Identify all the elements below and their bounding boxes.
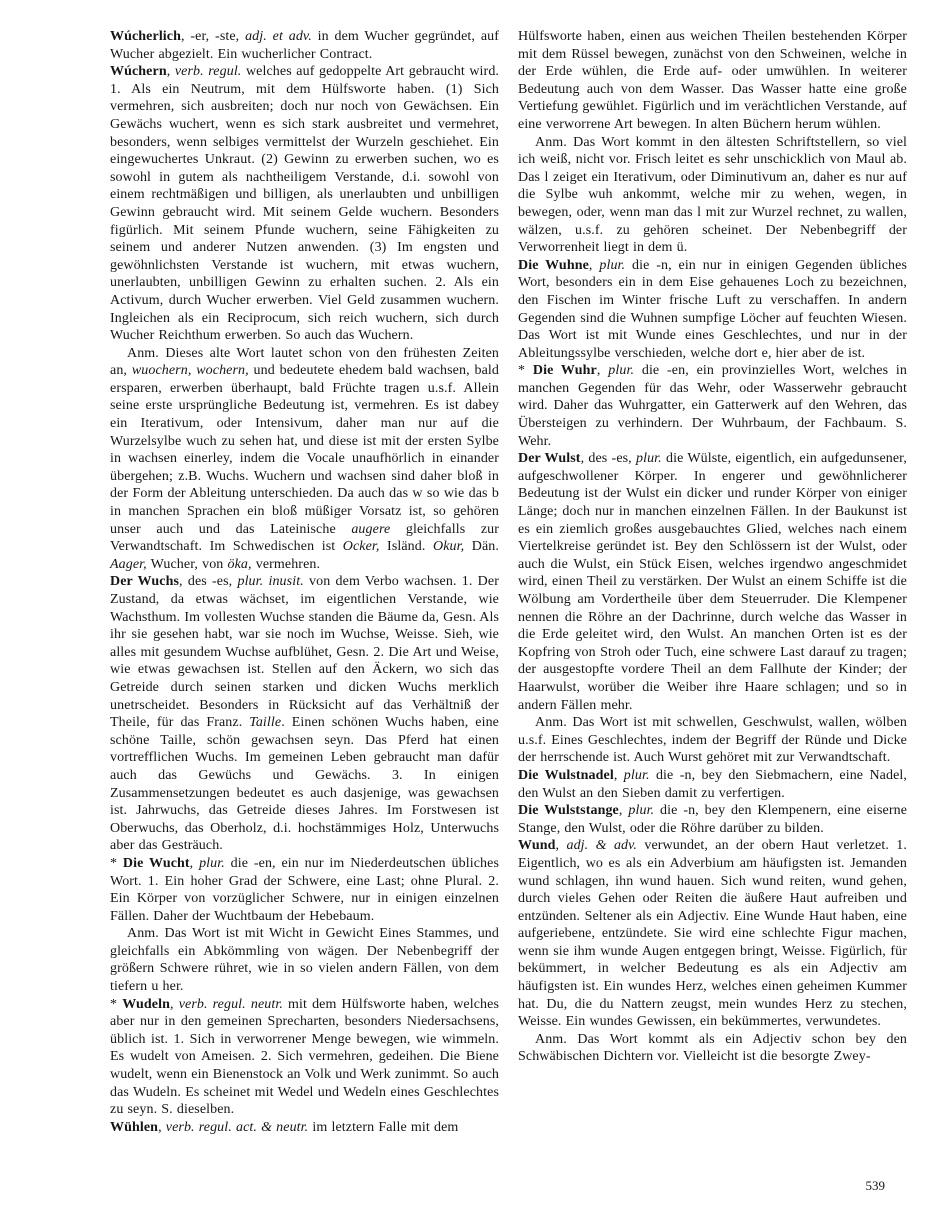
dictionary-paragraph (110, 996, 499, 1119)
grammar-label: Aager, (110, 556, 147, 572)
two-column-text-area (110, 28, 907, 1136)
grammar-label: adj. & adv. (566, 838, 638, 854)
grammar-label: verb. regul. neutr. (178, 996, 283, 1012)
body-text: , (555, 838, 567, 854)
body-text: die Wülste, eigentlich, ein aufgedunsener, aufgeschwollener Körper. In engerer und gewöhnlicherer Bedeutung ist der Wulst ein dicker und runder Körper von einiger Länge; doch nur in manchen einzelnen Fällen. In der Baukunst ist es ein ziemlich großes ausgebauchtes Glied, welches nach einem Viertelkreise geründet ist. Bey den Schlössern ist der Wulst, oder auch die Wulst, ein Stück Eisen, welches irgendwo angeschmidet wird, einen Theil zu verstärken. Der Wulst an einem Schiffe ist die Wölbung am Vordertheile über dem Steuerruder. Die Klempener nennen die Röhre an der Dachrinne, durch welche das Wasser in die Erde geleitet wird, den Wulst. An manchen Orten ist es der Kopfring von Stroh oder Tuch, eine schwere Last darauf zu tragen; der ausgestopfte vordere Theil an dem Fallhute der Kinder; der Haarwulst, worüber die Weiber ihre Haare schlagen; und so in andern Fällen mehr. (518, 451, 907, 713)
right-column (518, 28, 907, 1136)
body-text: von dem Verbo wachsen. 1. Der Zustand, da etwas wächset, im eigentlichen Verstande, wie Wachsthum. Im vollesten Wuchse standen die Bäume da, Gesn. Als ihr sie gesehen habt, war sie noch im Wuchse, Weisse. Sieh, wie alles mit gesundem Wuchse aufblühet, Gesn. 2. Die Art und Weise, wie etwas gewachsen ist. Stellen auf den Äckern, wo sich das Getreide durch seinen starken und dicken Wuchs merklich unetrscheidet. Besonders in Rücksicht auf das Verhältniß der Theile, für das Franz. (110, 574, 500, 731)
body-text: im letztern Falle mit dem (308, 1119, 459, 1135)
body-text: die -n, bey den Siebmachern, eine Nadel, den Wulst an den Sieben damit zu verfertigen. (518, 767, 908, 801)
dictionary-paragraph (518, 257, 907, 363)
body-text: die -en, ein provinzielles Wort, welches in manchen Gegenden für das Wehr, oder Wasserwehr gebraucht wird. Daher das Wuhrgatter, ein Gatterwerk auf den Wehren, das Übersteigen zu verhindern. Der Wuhrbaum, der Fachbaum. S. Wehr. (518, 363, 908, 449)
dictionary-paragraph (110, 63, 499, 345)
headword: Wúchern (110, 64, 167, 80)
headword: Die Wulststange (518, 803, 619, 819)
body-text: , (613, 767, 624, 783)
body-text: , (189, 855, 200, 871)
grammar-label: plur. (635, 451, 662, 467)
headword: Die Wuhne (518, 257, 589, 273)
dictionary-paragraph (110, 925, 499, 995)
dictionary-paragraph (518, 450, 907, 714)
body-text: * (110, 996, 123, 1012)
dictionary-paragraph (518, 134, 907, 257)
body-text: * (518, 363, 533, 379)
body-text: , (170, 996, 179, 1012)
dictionary-paragraph (518, 837, 907, 1031)
headword: Die Wulstnadel (518, 767, 614, 783)
body-text: und bedeutete ehedem bald wachsen, bald ersparen, erwerben überhaupt, bald Früchte tragen u.s.f. Allein seine erste ursprüngliche Bedeutung ist, vermehren. Es ist dabey ein Iterativum, oder Intensivum, daher man nur auf die Wurzelsylbe wuch zu sehen hat, und diese ist mit der ersten Sylbe in wachsen einerley, indem die Vocale unaufhörlich in einander übergehen; z.B. Wuchs. Wuchern und wachsen sind daher bloß in der Form der Ableitung unterschieden. Da auch das w so wie das b in manchen Sprachen ein bloß müßiger Vorsatz ist, so gehören unser auch und das Lateinische (110, 363, 499, 537)
body-text: welches auf gedoppelte Art gebraucht wird. 1. Als ein Neutrum, mit dem Hülfsworte haben. (1) Sich vermehren, sich ausbreiten; doch nur noch von Gewächsen. Ein Gewächs wuchert, wenn es sich stark ausbreitet und vermehret, besonders, wenn selbiges vermittelst der Wurzeln geschiehet. Ein eingewuchertes Unkraut. (2) Gewinn zu erwerben suchen, wo es sowohl in gutem als nachtheiligem Verstande, d.i. sowohl von einem rechtmäßigen und billigen, als unerlaubten und unbilligen Gewinn gebraucht wird. Mit seinem Gelde wuchern. Besonders figürlich. Mit seinem Pfunde wuchern, seine Fähigkeiten zu seinem und anderer Nutzen anwenden. (3) Im engsten und gewöhnlichsten Verstande ist wuchern, mit etwas wuchern, unerlaubten, unbilligen Gewinn zu erhalten suchen. 2. Als ein Activum, durch Wucher erwerben. Viel Geld zusammen wuchern. Ingleichen als ein Reciprocum, sich reich wuchern, sich durch Wucher Reichthum erwerben. So auch das Wuchern. (110, 64, 500, 344)
headword: Wúcherlich (110, 29, 181, 44)
grammar-label: plur. (623, 767, 650, 783)
body-text: Wucher, von (146, 556, 228, 572)
body-text: * (110, 855, 123, 871)
page-number: 539 (865, 1178, 885, 1193)
headword: Wühlen (110, 1119, 159, 1135)
grammar-label: verb. regul. act. & neutr. (165, 1119, 309, 1135)
dictionary-paragraph (518, 362, 907, 450)
grammar-label: Okur, (433, 539, 465, 555)
grammar-label: wuochern, wochern, (131, 363, 249, 379)
body-text: Isländ. (379, 539, 434, 555)
body-text: Anm. Das Wort ist mit Wicht in Gewicht Eines Stammes, und gleichfalls ein Abkömmling von wägen. Der Nebenbegriff der größern Schwere rühret, wie in so vielen andern Fällen, von dem tiefern u her. (110, 926, 499, 995)
body-text: , (166, 64, 175, 80)
body-text: vermehren. (251, 556, 321, 572)
grammar-label: plur. (199, 855, 225, 871)
grammar-label: plur. inusit. (237, 574, 304, 590)
body-text: , des -es, (580, 451, 636, 467)
dictionary-paragraph (518, 1031, 907, 1066)
body-text: verwundet, an der obern Haut verletzet. 1. Eigentlich, wo es als ein Adverbium am häufigsten ist. Jemanden wund schlagen, ihn wund hauen. Sich wund reiten, wund gehen, durch vieles Gehen oder Reiten die äußere Haut aufreiben und entzünden. Seltener als ein Adjectiv. Eine Wunde Haut haben, eine aufgeriebene, entzündete. Sie wird eine schlechte Figur machen, wenn sie ihm wunde Augen entgegen bringt, Weisse. Figürlich, für bekümmert, in welcher Bedeutung es als ein Adjectiv am häufigsten ist. Ein wundes Herz, welches einen geheimen Kummer hat. Du, die du Nattern zeugst, mein wundes Herz zu stechen, Weisse. Ein wundes Gewissen, ein bekümmertes, verwundetes. (518, 838, 907, 1030)
grammar-label: plur. (608, 363, 635, 379)
grammar-label: Ocker, (342, 539, 380, 555)
headword: Der Wulst (518, 451, 581, 467)
body-text: . Einen schönen Wuchs haben, eine schöne Taille, schön gewachsen seyn. Das Pferd hat einen vortrefflichen Wuchs. Im gemeinen Leben gebraucht man dafür auch das Gewüchs und Gewächs. 3. In einigen Zusammensetzungen bedeutet es auch dasjenige, was gewachsen ist. Jahrwuchs, das Getreide dieses Jahres. Im Forstwesen ist Oberwuchs, das Oberholz, d.i. hochstämmiges Holz, Unterwuchs aber das Gesträuch. (110, 715, 499, 854)
body-text: die -n, ein nur in einigen Gegenden übliches Wort, besonders ein in dem Eise gehauenes Loch zu bezeichnen, den Fischen im Winter frische Luft zu verschaffen. In andern Gegenden sind die Wuhnen sumpfige Löcher auf feuchten Wiesen. Das Wort ist mit Wunde eines Geschlechtes, und nur in der Ableitungssylbe verschieden, welche dort e, hier aber de ist. (518, 257, 908, 361)
body-text: , -er, -ste, (181, 29, 246, 44)
body-text: gleichfalls zur Verwandtschaft. Im Schwedischen ist (110, 521, 499, 555)
headword: Wund (518, 838, 556, 854)
grammar-label: öka, (227, 556, 252, 572)
body-text: in dem Wucher gegründet, auf Wucher abgezielt. Ein wucherlicher Contract. (110, 29, 499, 62)
body-text: , (588, 257, 600, 273)
dictionary-paragraph (110, 1119, 499, 1137)
body-text: mit dem Hülfsworte haben, welches aber nur in den gemeinen Sprecharten, besonders Niedersachsens, üblich ist. 1. Sich in verworrener Menge bewegen, wie wimmeln. Es wudelt von Ameisen. 2. Sich vermehren, gedeihen. Die Biene wudelt, wenn ein Bienenstock an Volk und Werk zunimmt. So auch das Wudeln. Es scheinet mit Wedel und Wedeln eines Geschlechtes zu seyn. S. dieselben. (110, 996, 500, 1118)
body-text: Anm. Dieses alte Wort lautet schon von den frühesten Zeiten an, (110, 345, 499, 379)
body-text: Anm. Das Wort kommt als ein Adjectiv schon bey den Schwäbischen Dichtern vor. Vielleicht ist die besorgte Zwey- (518, 1031, 907, 1065)
body-text: , (596, 363, 609, 379)
dictionary-paragraph (518, 28, 907, 134)
headword: Der Wuchs (110, 574, 180, 590)
dictionary-paragraph (110, 28, 499, 63)
dictionary-paragraph (110, 855, 499, 925)
grammar-label: adj. et adv. (245, 29, 312, 44)
dictionary-paragraph (518, 802, 907, 837)
body-text: die -n, bey den Klempenern, eine eiserne Stange, den Wulst, oder die Röhre darüber zu bilden. (518, 803, 908, 836)
dictionary-paragraph (518, 714, 907, 767)
headword: Die Wucht (122, 855, 190, 871)
grammar-label: plur. (599, 257, 626, 273)
grammar-label: plur. (628, 803, 655, 819)
body-text: die -en, ein nur im Niederdeutschen übliches Wort. 1. Ein hoher Grad der Schwere, eine Last; ohne Plural. 2. Ein Körper von vorzüglicher Schwere, nur in einigen einzelnen Fällen. Daher der Wuchtbaum der Hebebaum. (110, 855, 500, 924)
headword: Wudeln (122, 996, 170, 1012)
dictionary-paragraph (518, 767, 907, 802)
body-text: , (618, 803, 629, 819)
body-text: , des -es, (179, 574, 238, 590)
dictionary-paragraph (110, 345, 499, 574)
dictionary-paragraph (110, 573, 499, 855)
body-text: Dän. (464, 539, 500, 555)
headword: Die Wuhr (532, 363, 597, 379)
body-text: Anm. Das Wort ist mit schwellen, Geschwulst, wallen, wölben u.s.f. Eines Geschlechtes, indem der Begriff der Ründe und Dicke der herrschende ist. Auch Wurst gehöret mit zur Verwandtschaft. (518, 715, 907, 766)
body-text: , (158, 1119, 166, 1135)
left-column (110, 28, 499, 1136)
body-text: Hülfsworte haben, einen aus weichen Theilen bestehenden Körper mit dem Rüssel bewegen, zunächst von den Schweinen, welche in der Erde wühlen, die Erde auf- oder umwühlen. In weiterer Bedeutung auch von dem Wasser. Das Wasser hatte eine große Vertiefung gewühlet. Figürlich und im verächtlichen Verstande, auf eine verworrene Art bewegen. In alten Büchern herum wühlen. (518, 29, 907, 132)
body-text: Anm. Das Wort kommt in den ältesten Schriftstellern, so viel ich weiß, nicht vor. Frisch leitet es sehr unschicklich von Maul ab. Das l zeiget ein Iterativum, oder Diminutivum an, daher es nur auf die Sylbe wuh ankommt, welche mir zu wehen, wegen, in bewegen, oder, wenn man das l mit zur Wurzel rechnet, zu wallen, wälzen, u.s.f. zu gehören scheinet. Der Nebenbegriff der Verworrenheit liegt in dem ü. (518, 134, 907, 256)
grammar-label: augere (351, 521, 391, 537)
grammar-label: verb. regul. (174, 64, 242, 80)
grammar-label: Taille (249, 715, 282, 731)
